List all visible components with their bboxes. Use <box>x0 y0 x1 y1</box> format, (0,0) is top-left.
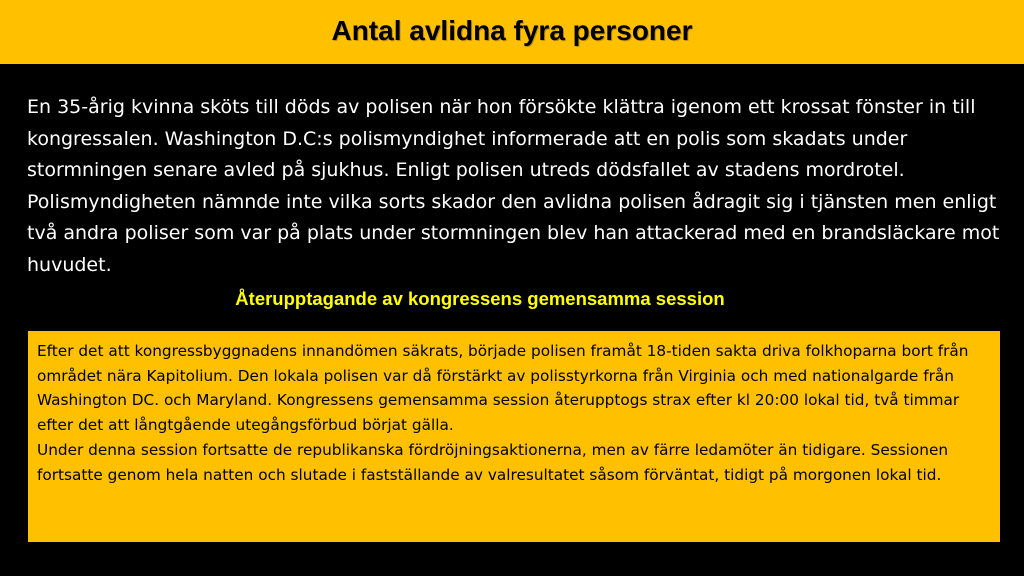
title-bar <box>0 0 1024 64</box>
info-box <box>26 329 1002 544</box>
section-subheading: Återupptagande av kongressens gemensamma session <box>235 288 725 309</box>
slide-title: Antal avlidna fyra personer <box>331 15 693 46</box>
info-box-paragraph-2: Under denna session fortsatte de republikanska fördröjningsaktionerna, men av färre ledamöter än tidigare. Sessionen fortsatte genom hela natten och slutade i fastställande av valresultatet såsom förväntat, tidigt på morgonen lokal tid. <box>37 440 949 484</box>
body-paragraph: En 35-årig kvinna sköts till döds av polisen när hon försökte klättra igenom ett krossat fönster in till kongressalen. Washington D.C:s polismyndighet informerade att en polis som skadats under stormningen senare avled på sjukhus. Enligt polisen utreds dödsfallet av stadens mordrotel. Polismyndigheten nämnde inte vilka sorts skador den avlidna polisen ådragit sig i tjänsten men enligt två andra poliser som var på plats under stormningen blev han attackerad med en brandsläckare mot huvudet. <box>27 96 1000 276</box>
info-box-paragraph-1: Efter det att kongressbyggnadens innandömen säkrats, började polisen framåt 18-tiden sakta driva folkhoparna bort från området nära Kapitolium. Den lokala polisen var då förstärkt av polisstyrkorna från Virginia och med nationalgarde från Washington DC. och Maryland. Kongressens gemensamma session återupptogs strax efter kl 20:00 lokal tid, två timmar efter det att långtgående utegångsförbud börjat gälla. <box>37 342 969 435</box>
